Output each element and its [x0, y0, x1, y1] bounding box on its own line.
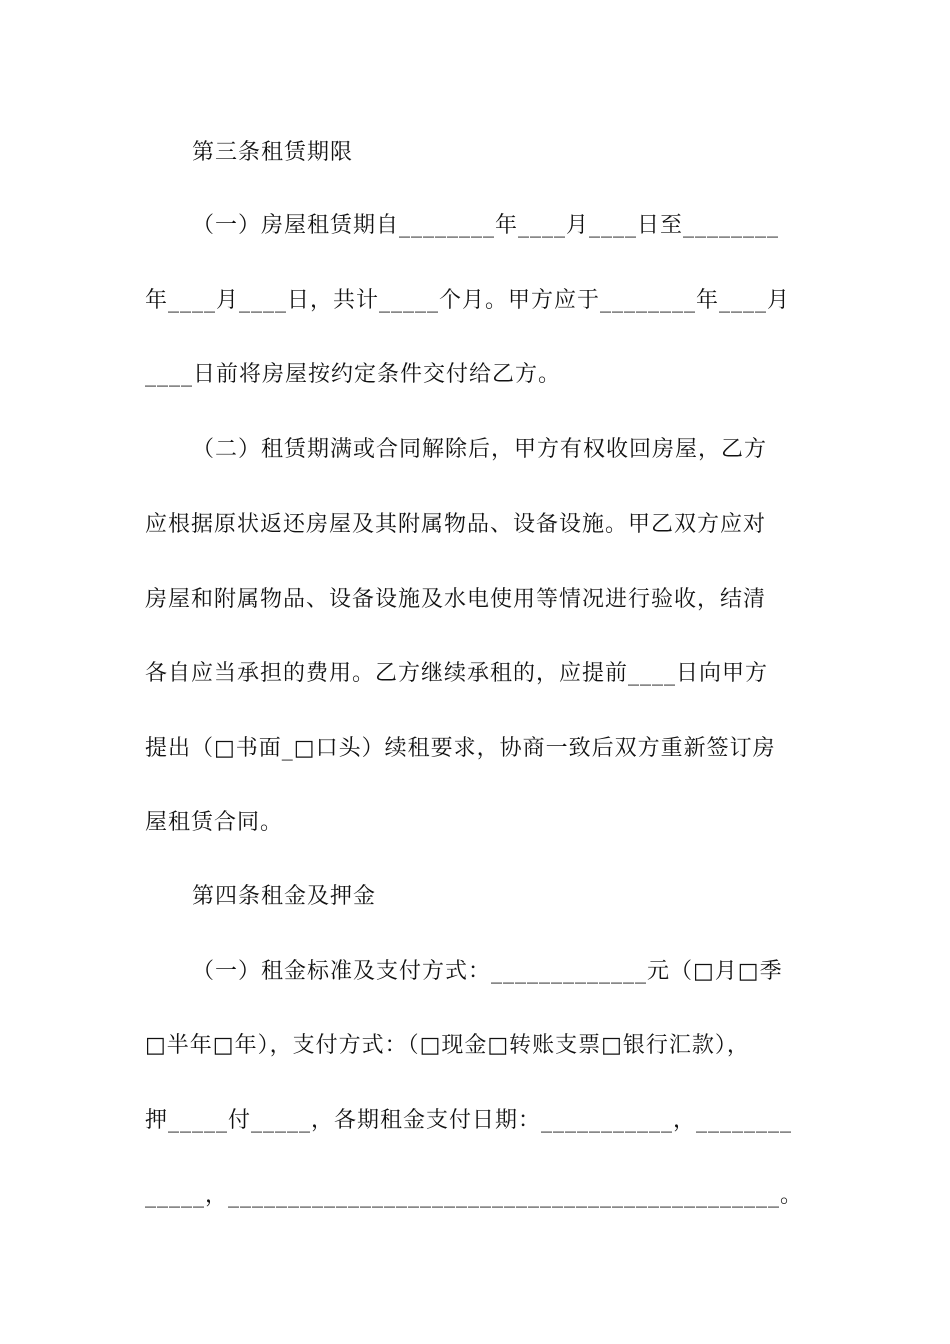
paragraph-line: 提出（□书面_□口头）续租要求，协商一致后双方重新签订房 [145, 736, 776, 761]
paragraph-line: （一）房屋租赁期自________年____月____日至________ [192, 213, 780, 238]
paragraph-line: 应根据原状返还房屋及其附属物品、设备设施。甲乙双方应对 [145, 512, 767, 537]
article-3-heading: 第三条租赁期限 [192, 140, 354, 165]
paragraph-line: 房屋和附属物品、设备设施及水电使用等情况进行验收，结清 [145, 587, 767, 612]
paragraph-line: _____，______________________________________________。 [145, 1183, 804, 1208]
paragraph-line: 年____月____日，共计_____个月。甲方应于________年____月 [145, 288, 791, 313]
paragraph-line: （二）租赁期满或合同解除后，甲方有权收回房屋，乙方 [192, 437, 768, 462]
paragraph-line: 各自应当承担的费用。乙方继续承租的，应提前____日向甲方 [145, 661, 769, 686]
paragraph-line: （一）租金标准及支付方式：_____________元（□月□季 [192, 959, 783, 984]
article-4-heading: 第四条租金及押金 [192, 884, 377, 909]
paragraph-line: ____日前将房屋按约定条件交付给乙方。 [145, 362, 562, 387]
paragraph-line: 押_____付_____，各期租金支付日期：___________，________ [145, 1108, 793, 1133]
paragraph-line: □半年□年），支付方式：（□现金□转账支票□银行汇款）， [145, 1033, 750, 1058]
paragraph-line: 屋租赁合同。 [145, 810, 284, 835]
